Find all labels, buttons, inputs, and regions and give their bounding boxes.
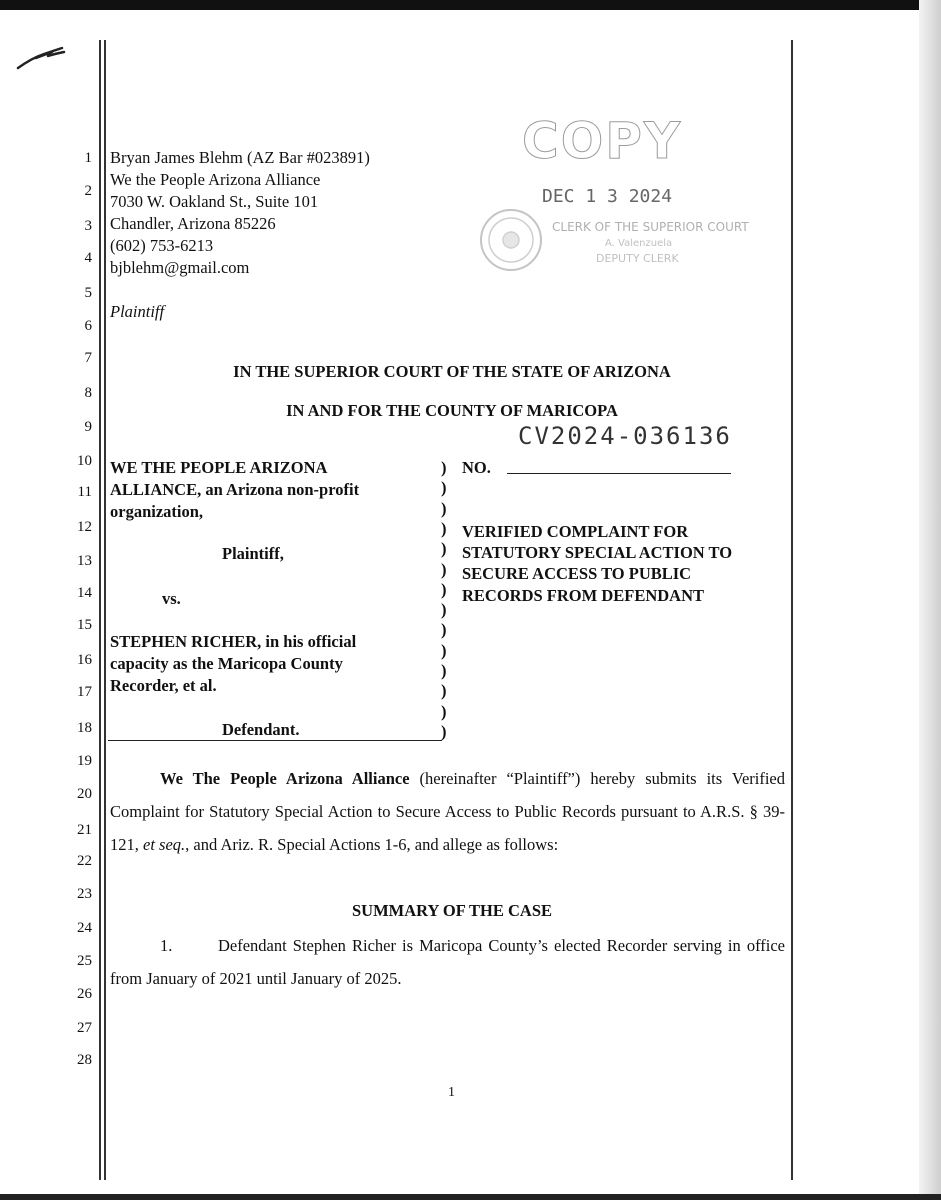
clerk-stamp-line1: CLERK OF THE SUPERIOR COURT <box>552 220 749 234</box>
line-number: 26 <box>77 986 92 1002</box>
filing-date-stamp: DEC 1 3 2024 <box>542 186 673 207</box>
case-no-blank <box>507 473 731 474</box>
line-number: 12 <box>77 519 92 535</box>
handwritten-case-number: CV2024-036136 <box>518 422 732 450</box>
left-margin-rule-inner <box>104 40 106 1180</box>
line-number: 19 <box>77 753 92 769</box>
court-county: IN AND FOR THE COUNTY OF MARICOPA <box>286 401 618 420</box>
caption-paren: ) <box>441 559 447 579</box>
caption-paren: ) <box>441 600 447 620</box>
summary-heading: SUMMARY OF THE CASE <box>351 901 553 920</box>
caption-defendant-line3: Recorder, et al. <box>110 676 217 695</box>
complaint-title-line1: VERIFIED COMPLAINT FOR <box>462 522 689 541</box>
copy-stamp: COPY <box>522 112 683 170</box>
court-name: IN THE SUPERIOR COURT OF THE STATE OF ARIZONA <box>233 362 671 381</box>
line-number: 18 <box>77 720 92 736</box>
intro-et-seq: et seq. <box>143 835 186 854</box>
paragraph-1-text: Defendant Stephen Richer is Maricopa County’s elected Recorder serving in office from January of 2021 until January of 2025. <box>110 936 785 988</box>
clerk-stamp-line3: DEPUTY CLERK <box>596 252 679 265</box>
line-number: 14 <box>77 585 92 601</box>
caption-paren: ) <box>441 478 447 498</box>
paragraph-1-number: 1. <box>160 936 173 955</box>
caption-defendant-line2: capacity as the Maricopa County <box>110 654 343 673</box>
line-number: 7 <box>84 350 92 366</box>
caption-paren: ) <box>441 640 447 660</box>
line-number: 5 <box>84 285 92 301</box>
caption-plaintiff-label: Plaintiff, <box>222 544 284 563</box>
caption-defendant-label: Defendant. <box>222 720 300 739</box>
page-number: 1 <box>448 1085 455 1100</box>
line-number: 22 <box>77 853 92 869</box>
caption-paren: ) <box>441 681 447 701</box>
intro-text-part1: (hereinafter “Plaintiff”) hereby submits its Verified Complaint for Statutory Special Action to Secure Access to Public Records pursuant to A.R.S. § 39-121, <box>110 769 785 854</box>
complaint-title-line3: SECURE ACCESS TO PUBLIC <box>462 564 692 583</box>
court-seal-icon <box>478 207 544 273</box>
line-number: 11 <box>77 484 92 500</box>
scan-right-edge <box>919 0 941 1200</box>
caption-paren: ) <box>441 579 447 599</box>
attorney-role: Plaintiff <box>110 302 165 321</box>
attorney-name: Bryan James Blehm (AZ Bar #023891) <box>110 148 370 167</box>
intro-plaintiff-name: We The People Arizona Alliance <box>160 769 410 788</box>
attorney-city: Chandler, Arizona 85226 <box>110 214 276 233</box>
caption-defendant-line1: STEPHEN RICHER, in his official <box>110 632 357 651</box>
caption-paren: ) <box>441 458 447 477</box>
complaint-title-line2: STATUTORY SPECIAL ACTION TO <box>462 543 733 562</box>
line-number: 23 <box>77 886 92 902</box>
line-number: 15 <box>77 617 92 633</box>
intro-text-part2: , and Ariz. R. Special Actions 1-6, and allege as follows: <box>185 835 559 854</box>
attorney-org: We the People Arizona Alliance <box>110 170 321 189</box>
paragraph-1 <box>110 929 785 995</box>
line-number: 21 <box>77 822 92 838</box>
caption-vs: vs. <box>162 589 181 608</box>
line-number: 1 <box>84 150 92 166</box>
caption-plaintiff-line3: organization, <box>110 502 204 521</box>
caption-bottom-rule <box>108 740 442 741</box>
scan-top-edge <box>0 0 941 10</box>
caption-plaintiff-line2: ALLIANCE, an Arizona non-profit <box>110 480 360 499</box>
line-number: 2 <box>84 183 92 199</box>
attorney-phone: (602) 753-6213 <box>110 236 214 255</box>
caption-plaintiff-line1: WE THE PEOPLE ARIZONA <box>110 458 328 477</box>
right-margin-rule <box>791 40 793 1180</box>
line-number: 25 <box>77 953 92 969</box>
caption-paren: ) <box>441 661 447 680</box>
scan-bottom-edge <box>0 1194 941 1200</box>
line-number: 20 <box>77 786 92 802</box>
intro-paragraph <box>110 762 785 861</box>
complaint-title-line4: RECORDS FROM DEFENDANT <box>462 586 705 605</box>
caption-paren: ) <box>441 498 447 518</box>
pen-mark-icon <box>14 44 70 74</box>
caption-paren: ) <box>441 518 447 538</box>
line-number: 3 <box>84 218 92 234</box>
line-number: 13 <box>77 553 92 569</box>
attorney-address: 7030 W. Oakland St., Suite 101 <box>110 192 319 211</box>
line-number: 16 <box>77 652 92 668</box>
caption-paren: ) <box>441 701 447 721</box>
line-number: 6 <box>84 318 92 334</box>
clerk-stamp-line2: A. Valenzuela <box>605 238 673 249</box>
caption-paren: ) <box>441 539 447 559</box>
line-number: 27 <box>77 1020 92 1036</box>
line-number: 10 <box>77 453 92 469</box>
caption-paren: ) <box>441 721 447 741</box>
case-no-label: NO. <box>462 458 491 477</box>
line-number: 17 <box>77 684 92 700</box>
left-margin-rule-outer <box>99 40 101 1180</box>
line-number: 4 <box>84 250 92 266</box>
line-number: 24 <box>77 920 92 936</box>
caption-paren: ) <box>441 620 447 640</box>
line-number: 9 <box>84 419 92 435</box>
attorney-email: bjblehm@gmail.com <box>110 258 250 277</box>
line-number: 28 <box>77 1052 92 1068</box>
line-number: 8 <box>84 385 92 401</box>
